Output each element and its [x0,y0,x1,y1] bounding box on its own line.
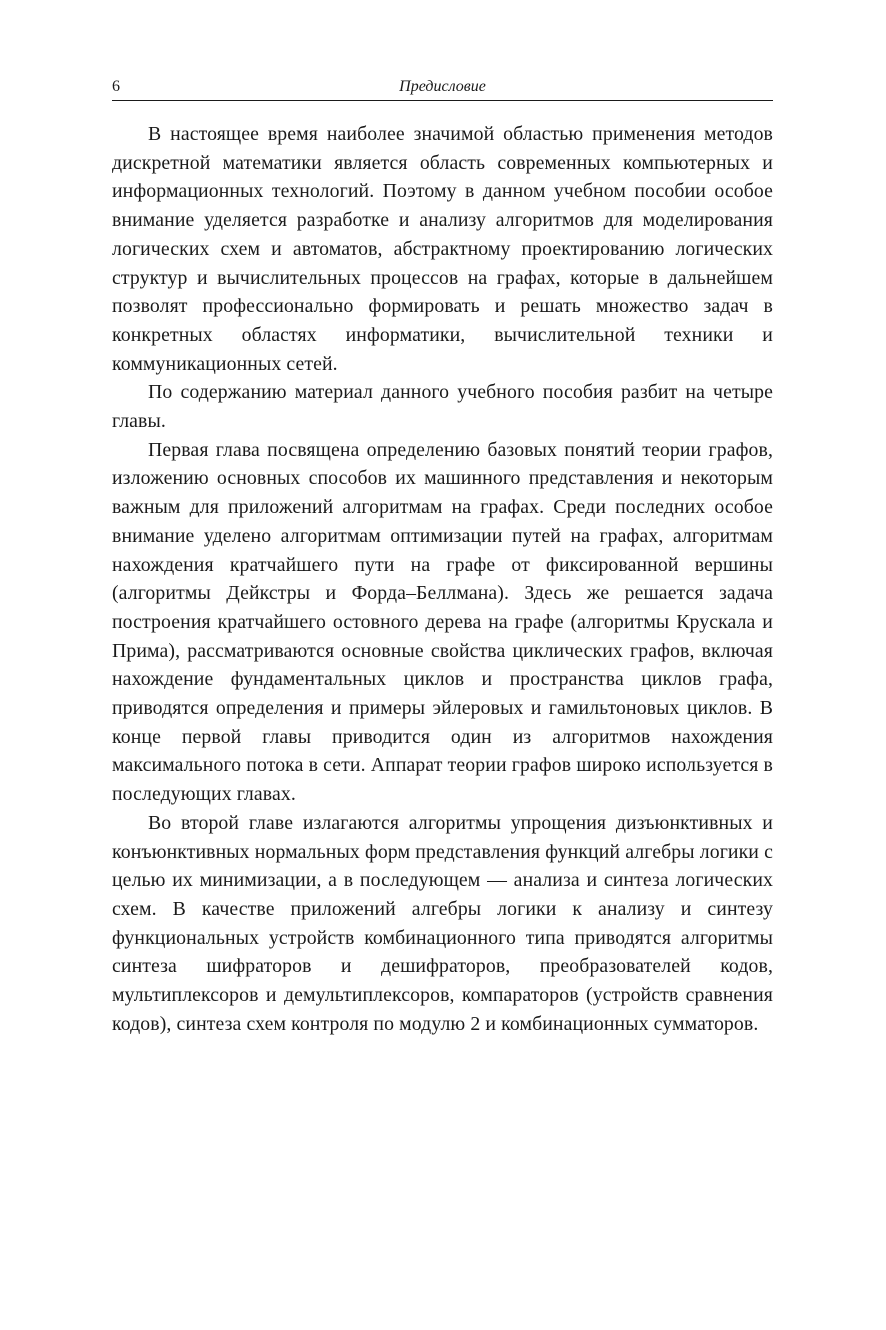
running-title: Предисловие [399,78,486,95]
body-text [112,120,773,1039]
page-header [112,76,773,101]
paragraph-1: В настоящее время наиболее значимой областью применения методов дискретной математики является область современных компьютерных и информационных технологий. Поэтому в данном учебном пособии особое внимание уделяется разработке и анализу алгоритмов для моделирования логических схем и автоматов, абстрактному проектированию логических структур и вычислительных процессов на графах, которые в дальнейшем позволят профессионально формировать и решать множество задач в конкретных областях информатики, вычислительной техники и коммуникационных сетей. [112,123,773,375]
paragraph-4: Во второй главе излагаются алгоритмы упрощения дизъюнктивных и конъюнктивных нормальных форм представления функций алгебры логики с целью их минимизации, а в последующем — анализа и синтеза логических схем. В качестве приложений алгебры логики к анализу и синтезу функциональных устройств комбинационного типа приводятся алгоритмы синтеза шифраторов и дешифраторов, преобразователей кодов, мультиплексоров и демультиплексоров, компараторов (устройств сравнения кодов), синтеза схем контроля по модулю 2 и комбинационных сумматоров. [112,811,773,1035]
paragraph-2: По содержанию материал данного учебного пособия разбит на четыре главы. [112,381,773,433]
paragraph-3: Первая глава посвящена определению базовых понятий теории графов, изложению основных способов их машинного представления и некоторым важным для приложений алгоритмам на графах. Среди последних особое внимание уделено алгоритмам оптимизации путей на графах, алгоритмам нахождения кратчайшего пути на графе от фиксированной вершины (алгоритмы Дейкстры и Форда–Беллмана). Здесь же решается задача построения кратчайшего остовного дерева на графе (алгоритмы Крускала и Прима), рассматриваются основные свойства циклических графов, включая нахождение фундаментальных циклов и пространства циклов графа, приводятся определения и примеры эйлеровых и гамильтоновых циклов. В конце первой главы приводится один из алгоритмов нахождения максимального потока в сети. Аппарат теории графов широко используется в последующих главах. [112,438,773,806]
page-number: 6 [112,78,120,95]
